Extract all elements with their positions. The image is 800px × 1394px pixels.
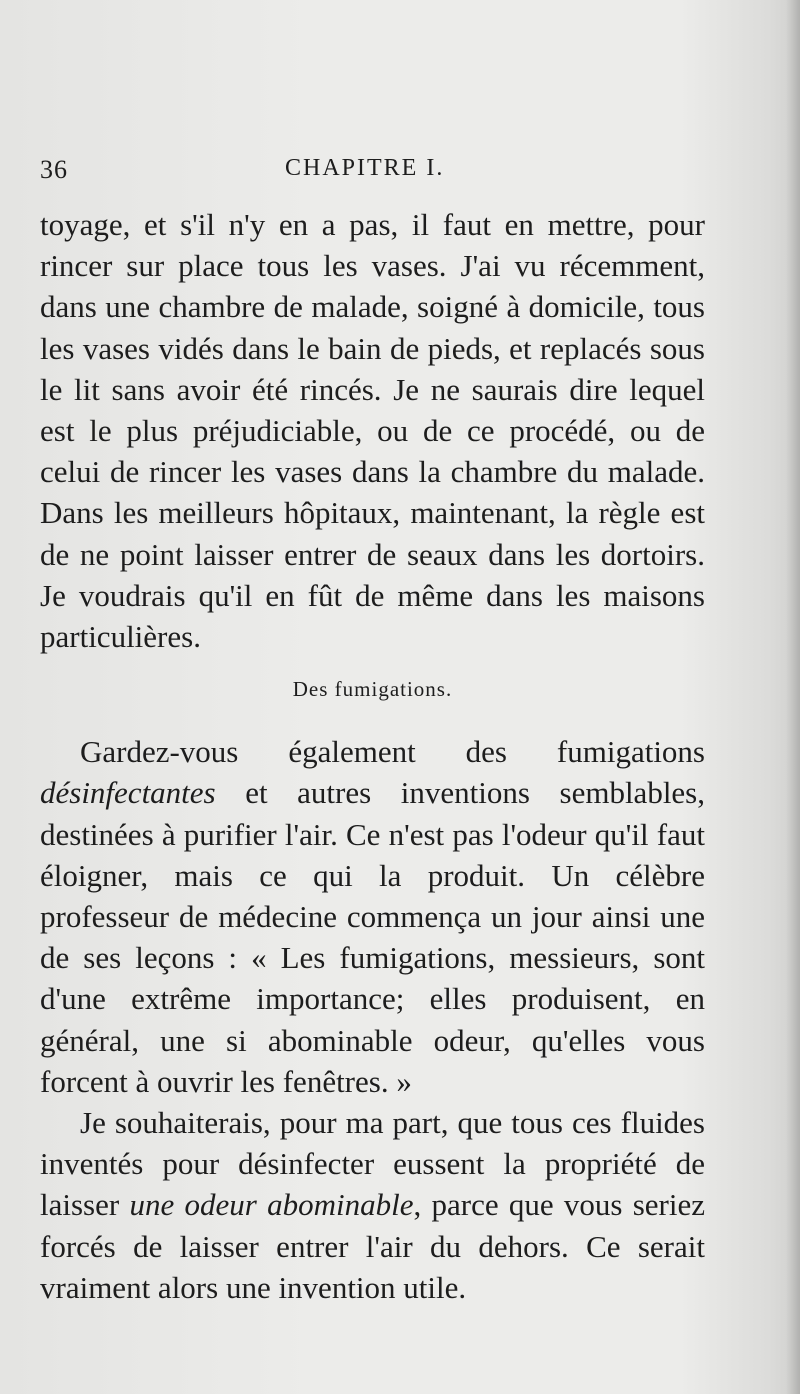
paragraph-2-text-b: et autres inventions semblables, destinées à purifier l'air. Ce n'est pas l'odeur qu'il faut éloigner, mais ce qui la produit. Un célèbre professeur de médecine commença un jour ainsi une de ses leçons : « Les fumigations, messieurs, sont d'une extrême importance; elles produisent, en général, une si abominable odeur, qu'elles vous forcent à ouvrir les fenêtres. » [40,775,705,1099]
paragraph-3-italic: une odeur abominable [129,1187,414,1223]
section-heading: Des fumigations. [292,677,453,702]
chapter-title: CHAPITRE I. [285,155,445,181]
paragraph-3-text-b: , parce que vous seriez forcés de laisser entrer l'air du dehors. Ce serait vraiment alors une invention utile. [40,1187,705,1305]
page-header [40,155,730,189]
page-number: 36 [40,155,68,184]
page-edge-shadow [786,0,800,1394]
paragraph-1: toyage, et s'il n'y en a pas, il faut en mettre, pour rincer sur place tous les vases. J'ai vu récemment, dans une chambre de malade, soigné à domicile, tous les vases vidés dans le bain de pieds, et replacés sous le lit sans avoir été rincés. Je ne saurais dire lequel est le plus préjudiciable, ou de ce procédé, ou de celui de rincer les vases dans la chambre du malade. Dans les meilleurs hôpitaux, maintenant, la règle est de ne point laisser entrer de seaux dans les dortoirs. Je voudrais qu'il en fût de même dans les maisons particulières. [40,207,705,655]
paragraph-3 [40,1102,705,1308]
paragraph-2-italic: désinfectantes [40,775,216,811]
paragraph-2 [40,731,705,1102]
body-text [40,204,705,1308]
paragraph-2-text-a: Gardez-vous également des fumigations [80,734,705,770]
paragraph-3-text-a: Je souhaiterais, pour ma part, que tous ces fluides inventés pour désinfecter eussent la propriété de laisser [40,1105,705,1223]
